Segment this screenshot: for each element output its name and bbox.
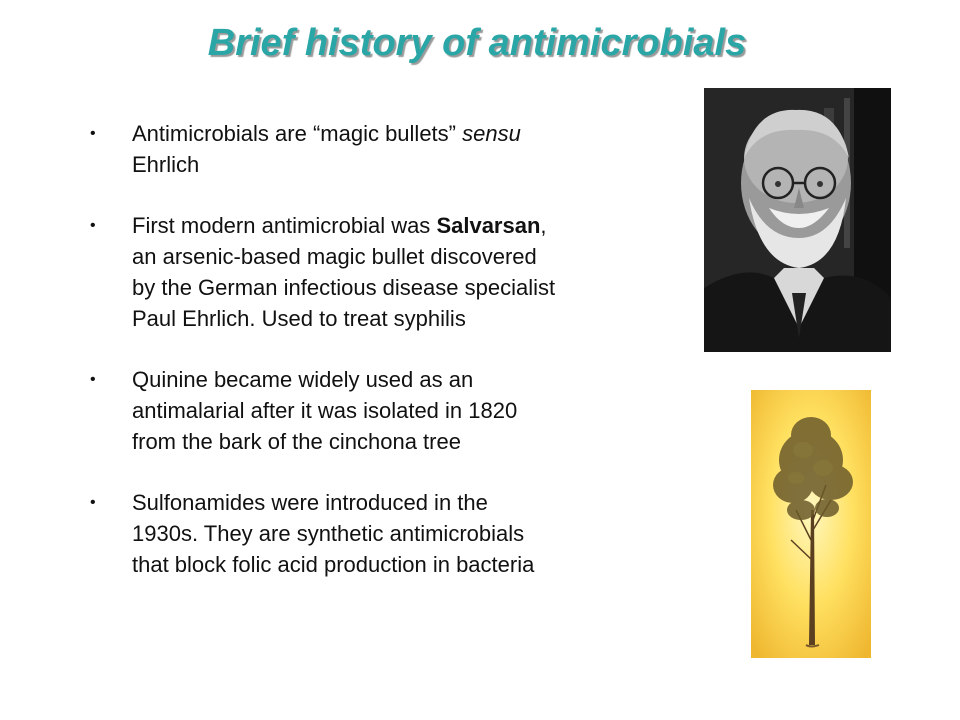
bullet-dot-icon: •: [90, 125, 96, 142]
bullet-line: [132, 272, 660, 303]
bullet-line: [132, 364, 660, 395]
bullet-line: [132, 210, 660, 241]
bullet-text: Antimicrobials are “magic bullets”: [132, 121, 463, 146]
slide-title: Brief history of antimicrobials: [207, 22, 747, 64]
bullet-line: [132, 149, 660, 180]
bullet-text: antimalarial after it was isolated in 1820: [132, 398, 518, 423]
bullet-item: [90, 487, 660, 580]
slide-title-container: [0, 22, 960, 65]
bullet-text: Sulfonamides were introduced in the: [132, 490, 488, 515]
bullet-line: [132, 487, 660, 518]
bullet-text: 1930s. They are synthetic antimicrobials: [132, 521, 525, 546]
bullet-dot-icon: •: [90, 371, 96, 388]
portrait-photo-icon: [704, 88, 891, 352]
bold-term: Salvarsan: [436, 213, 541, 238]
bullet-line: [132, 518, 660, 549]
bullet-text: Paul Ehrlich. Used to treat syphilis: [132, 306, 466, 331]
bullet-line: [132, 426, 660, 457]
bullet-text: that block folic acid production in bacteria: [132, 552, 535, 577]
portrait-photo-svg: [704, 88, 891, 352]
bullet-line: [132, 303, 660, 334]
bullet-item: [90, 210, 660, 334]
bullet-item: [90, 118, 660, 180]
bullet-list: [90, 118, 660, 610]
bullet-text: an arsenic-based magic bullet discovered: [132, 244, 537, 269]
bullet-line: [132, 241, 660, 272]
bullet-line: [132, 549, 660, 580]
bullet-text: by the German infectious disease specialist: [132, 275, 556, 300]
bullet-line: [132, 395, 660, 426]
bullet-item: [90, 364, 660, 457]
italic-term: sensu: [462, 121, 521, 146]
bullet-text: ,: [540, 213, 547, 238]
bullet-text: from the bark of the cinchona tree: [132, 429, 461, 454]
bullet-text: First modern antimicrobial was: [132, 213, 437, 238]
cinchona-tree-icon: [751, 390, 871, 658]
bullet-dot-icon: •: [90, 494, 96, 511]
bullet-dot-icon: •: [90, 217, 96, 234]
cinchona-tree-svg: [751, 390, 871, 658]
bullet-text: Ehrlich: [132, 152, 200, 177]
bullet-line: [132, 118, 660, 149]
bullet-text: Quinine became widely used as an: [132, 367, 474, 392]
